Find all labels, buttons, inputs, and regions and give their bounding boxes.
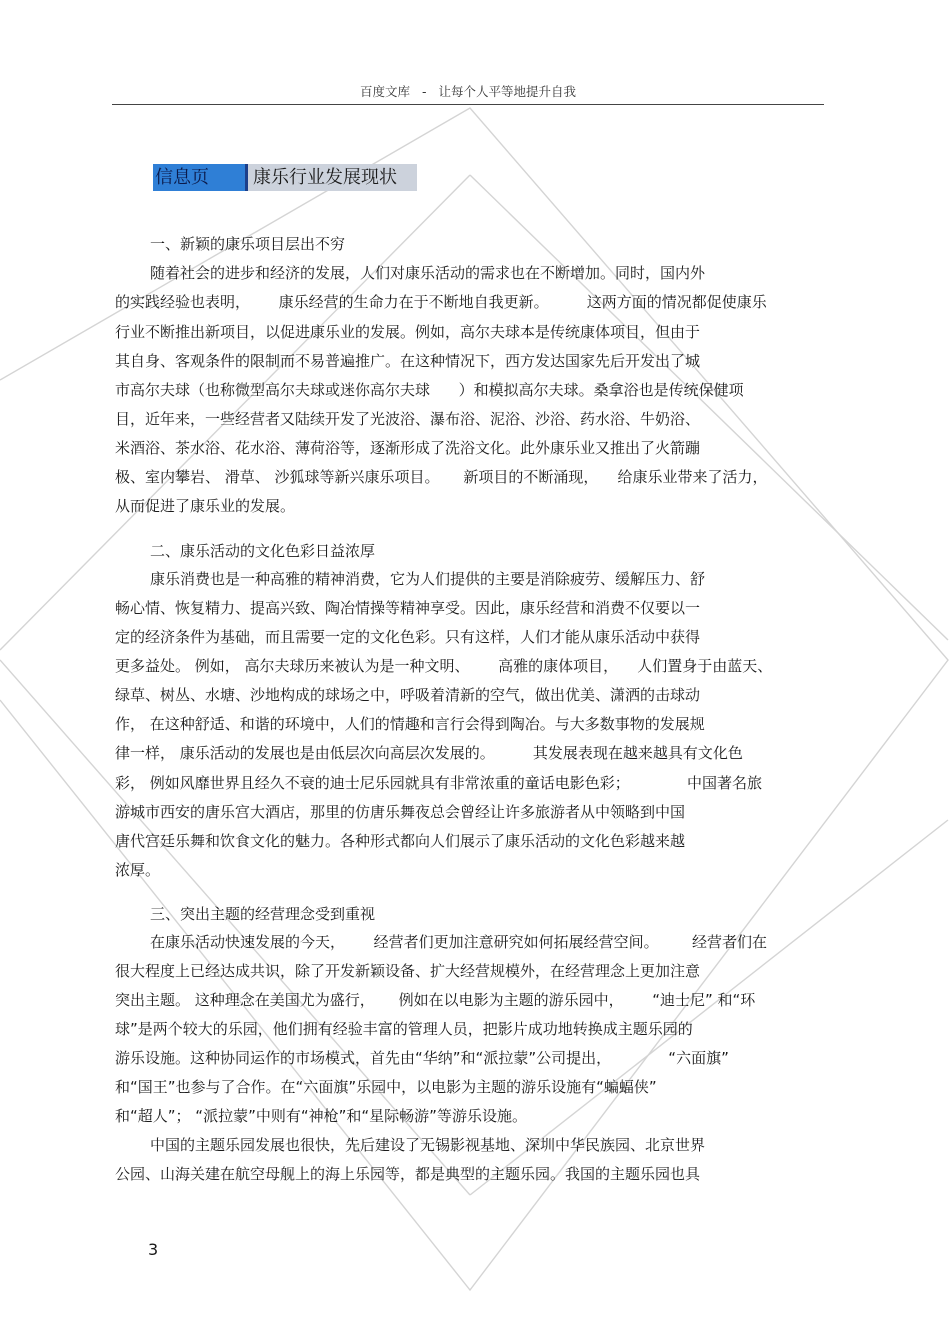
- text-line: 的实践经验也表明， 康乐经营的生命力在于不断地自我更新。 这两方面的情况都促使康乐: [115, 293, 767, 311]
- info-title: 康乐行业发展现状: [245, 164, 417, 191]
- page-number: 3: [148, 1240, 159, 1259]
- text-line: 定的经济条件为基础，而且需要一定的文化色彩。只有这样，人们才能从康乐活动中获得: [115, 628, 701, 646]
- text-line: 浓厚。: [115, 861, 161, 879]
- text-line: 目，近年来，一些经营者又陆续开发了光波浴、瀑布浴、泥浴、沙浴、药水浴、牛奶浴、: [115, 410, 701, 428]
- text-line: 中国的主题乐园发展也很快，先后建设了无锡影视基地、深圳中华民族园、北京世界: [150, 1136, 706, 1154]
- section-heading-3: 三、突出主题的经营理念受到重视: [150, 905, 376, 923]
- text-line: 畅心情、恢复精力、提高兴致、陶冶情操等精神享受。因此，康乐经营和消费不仅要以一: [115, 599, 701, 617]
- text-line: 米酒浴、茶水浴、花水浴、薄荷浴等，逐渐形成了洗浴文化。此外康乐业又推出了火箭蹦: [115, 439, 701, 457]
- text-line: 作， 在这种舒适、和谐的环境中，人们的情趣和言行会得到陶冶。与大多数事物的发展规: [115, 715, 705, 733]
- text-line: 绿草、树丛、水塘、沙地构成的球场之中，呼吸着清新的空气，做出优美、潇洒的击球动: [115, 686, 701, 704]
- text-line: 游乐设施。这种协同运作的市场模式，首先由“华纳”和“派拉蒙”公司提出， “六面旗”: [115, 1049, 729, 1067]
- text-line: 在康乐活动快速发展的今天， 经营者们更加注意研究如何拓展经营空间。 经营者们在: [150, 933, 767, 951]
- text-line: 随着社会的进步和经济的发展，人们对康乐活动的需求也在不断增加。同时，国内外: [150, 264, 706, 282]
- header-separator: -: [421, 84, 427, 99]
- text-line: 和“国王”也参与了合作。在“六面旗”乐园中，以电影为主题的游乐设施有“蝙蝠侠”: [115, 1078, 657, 1096]
- text-line: 公园、山海关建在航空母舰上的海上乐园等，都是典型的主题乐园。我国的主题乐园也具: [115, 1165, 701, 1183]
- info-tag: 信息页: [153, 164, 245, 191]
- info-box: [153, 164, 417, 191]
- text-line: 从而促进了康乐业的发展。: [115, 497, 296, 515]
- text-line: 彩， 例如风靡世界且经久不衰的迪士尼乐园就具有非常浓重的童话电影色彩； 中国著名旅: [115, 774, 762, 792]
- text-line: 其自身、客观条件的限制而不易普遍推广。在这种情况下，西方发达国家先后开发出了城: [115, 352, 701, 370]
- text-line: 游城市西安的唐乐宫大酒店，那里的仿唐乐舞夜总会曾经让许多旅游者从中领略到中国: [115, 803, 686, 821]
- text-line: 很大程度上已经达成共识，除了开发新颖设备、扩大经营规模外，在经营理念上更加注意: [115, 962, 701, 980]
- text-line: 唐代宫廷乐舞和饮食文化的魅力。各种形式都向人们展示了康乐活动的文化色彩越来越: [115, 832, 686, 850]
- text-line: 康乐消费也是一种高雅的精神消费，它为人们提供的主要是消除疲劳、缓解压力、舒: [150, 570, 706, 588]
- text-line: 更多益处。 例如， 高尔夫球历来被认为是一种文明、 高雅的康体项目， 人们置身于由蓝天、: [115, 657, 773, 675]
- text-line: 球”是两个较大的乐园，他们拥有经验丰富的管理人员，把影片成功地转换成主题乐园的: [115, 1020, 693, 1038]
- text-line: 极、室内攀岩、 滑草、 沙狐球等新兴康乐项目。 新项目的不断涌现， 给康乐业带来了活力，: [115, 468, 768, 486]
- text-line: 律一样， 康乐活动的发展也是由低层次向高层次发展的。 其发展表现在越来越具有文化色: [115, 744, 743, 762]
- header-slogan: 让每个人平等地提升自我: [438, 84, 577, 99]
- text-line: 和“超人”； “派拉蒙”中则有“神枪”和“星际畅游”等游乐设施。: [115, 1107, 527, 1125]
- page-header: [112, 82, 824, 104]
- header-site: 百度文库: [359, 84, 410, 99]
- text-line: 突出主题。 这种理念在美国尤为盛行， 例如在以电影为主题的游乐园中， “迪士尼” 和“环: [115, 991, 756, 1009]
- text-line: 行业不断推出新项目，以促进康乐业的发展。例如，高尔夫球本是传统康体项目，但由于: [115, 323, 701, 341]
- header-rule: [112, 104, 824, 105]
- section-heading-1: 一、新颖的康乐项目层出不穷: [150, 235, 346, 253]
- text-line: 市高尔夫球（也称微型高尔夫球或迷你高尔夫球 ）和模拟高尔夫球。桑拿浴也是传统保健项: [115, 381, 744, 399]
- section-heading-2: 二、康乐活动的文化色彩日益浓厚: [150, 542, 376, 560]
